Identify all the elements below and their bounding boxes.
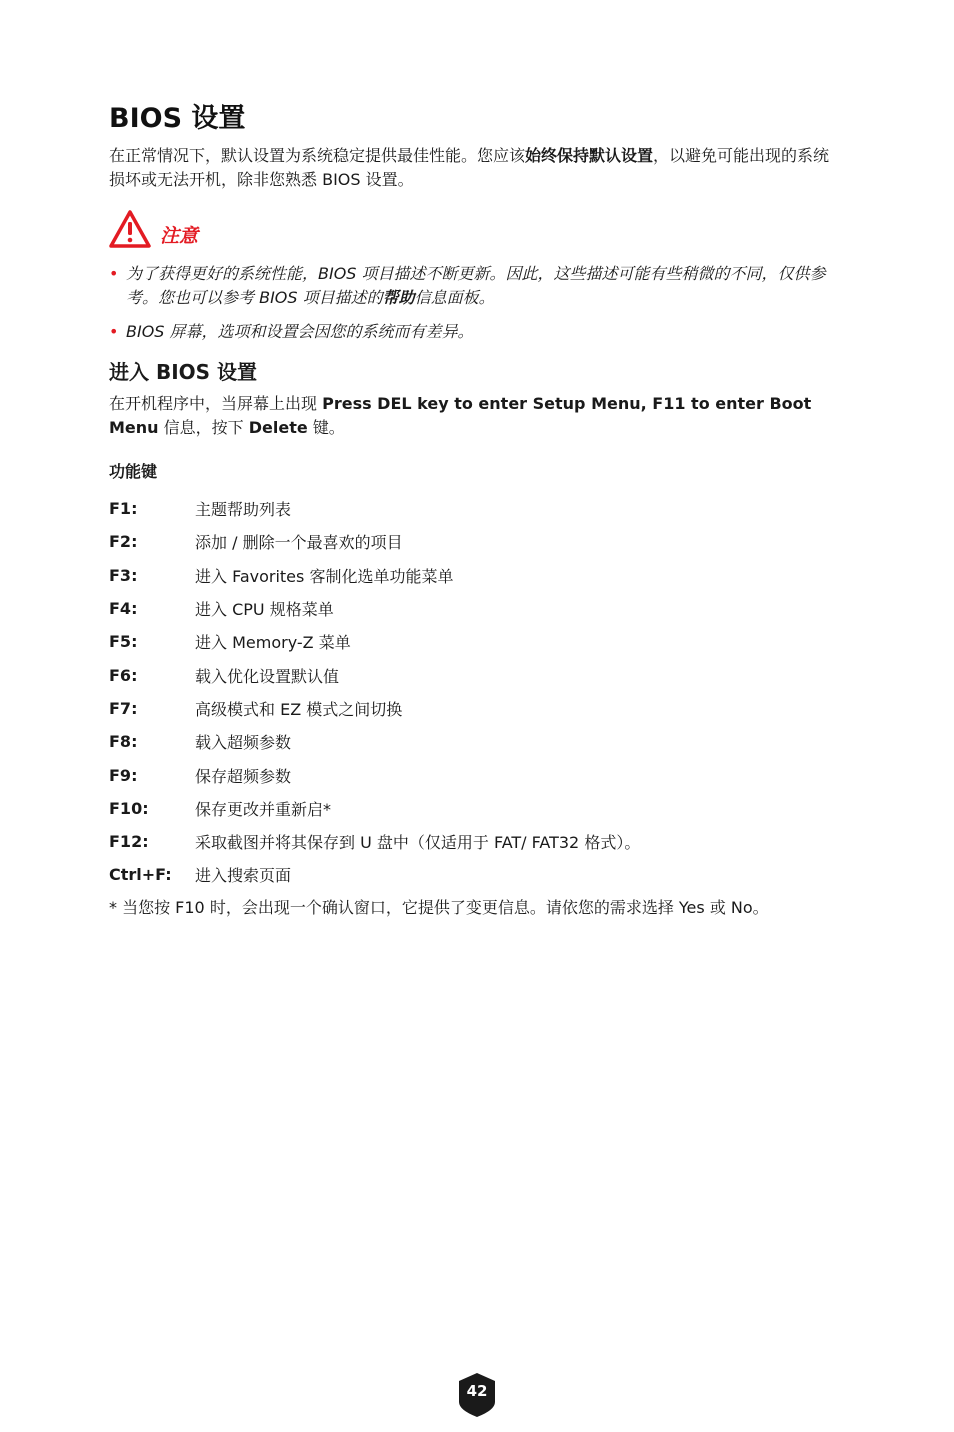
note-item-bold: 帮助 <box>382 288 415 307</box>
enter-text-3: 键。 <box>307 418 345 437</box>
key-name: F8: <box>109 732 138 752</box>
key-description: 保存超频参数 <box>195 766 292 786</box>
key-name: F6: <box>109 665 138 685</box>
intro-bold: 始终保持默认设置 <box>525 146 654 165</box>
note-item <box>109 262 839 310</box>
key-name: F2: <box>109 532 138 552</box>
intro-paragraph <box>109 144 839 192</box>
note-item-text-1: 为了获得更好的系统性能，BIOS 项目描述不断更新。因此，这些描述可能有些稍微的不同，仅供参考。您也可以参考 BIOS 项目描述的 <box>126 264 826 307</box>
key-description: 载入超频参数 <box>195 733 292 753</box>
enter-bold-2: Delete <box>248 418 308 437</box>
note-item-text-2: 信息面板。 <box>414 288 495 307</box>
key-name: Ctrl+F: <box>109 865 172 885</box>
note-header <box>109 208 839 250</box>
section-heading-function-keys: 功能键 <box>109 462 158 481</box>
key-row <box>109 792 839 825</box>
key-description: 主题帮助列表 <box>195 500 292 520</box>
key-description: 进入 Favorites 客制化选单功能菜单 <box>195 566 454 586</box>
footnote: * 当您按 F10 时，会出现一个确认窗口，它提供了变更信息。请依您的需求选择 Yes 或 No。 <box>109 897 769 917</box>
key-description: 进入搜索页面 <box>195 866 292 886</box>
key-description: 载入优化设置默认值 <box>195 666 340 686</box>
key-row <box>109 858 839 891</box>
section-heading-enter-bios: 进入 BIOS 设置 <box>109 360 258 384</box>
key-description: 采取截图并将其保存到 U 盘中（仅适用于 FAT/ FAT32 格式）。 <box>195 833 641 853</box>
bullet-icon: • <box>109 264 119 283</box>
key-row <box>109 758 839 791</box>
warning-icon <box>108 209 152 249</box>
key-row <box>109 725 839 758</box>
key-description: 进入 Memory-Z 菜单 <box>195 633 351 653</box>
note-item-text-1: BIOS 屏幕，选项和设置会因您的系统而有差异。 <box>126 322 474 341</box>
key-description: 保存更改并重新启* <box>195 799 332 819</box>
key-description: 进入 CPU 规格菜单 <box>195 600 334 620</box>
enter-bios-paragraph <box>109 392 839 440</box>
key-name: F3: <box>109 565 138 585</box>
note-item <box>109 320 839 344</box>
key-name: F10: <box>109 798 149 818</box>
key-row <box>109 492 839 525</box>
key-description: 高级模式和 EZ 模式之间切换 <box>195 699 403 719</box>
key-name: F9: <box>109 765 138 785</box>
function-key-list <box>109 492 839 892</box>
bullet-icon: • <box>109 322 119 341</box>
key-name: F5: <box>109 632 138 652</box>
key-row <box>109 525 839 558</box>
key-name: F12: <box>109 832 149 852</box>
key-row <box>109 559 839 592</box>
key-description: 添加 / 删除一个最喜欢的项目 <box>195 533 403 553</box>
intro-text-2: ，以避免可能出现的系统损坏或无法开机，除非您熟悉 BIOS 设置。 <box>109 146 830 189</box>
key-row <box>109 658 839 691</box>
key-name: F4: <box>109 599 138 619</box>
key-name: F7: <box>109 698 138 718</box>
enter-text-2: 信息，按下 <box>158 418 249 437</box>
key-row <box>109 825 839 858</box>
enter-text-1: 在开机程序中，当屏幕上出现 <box>109 394 323 413</box>
page-number: 42 <box>466 1382 488 1400</box>
note-list <box>109 262 839 344</box>
page-title: BIOS 设置 <box>109 103 246 134</box>
enter-bold-1: Press DEL key to enter Setup Menu, F11 to enter Boot Menu <box>109 394 812 437</box>
key-name: F1: <box>109 499 138 519</box>
key-row <box>109 592 839 625</box>
intro-text-1: 在正常情况下，默认设置为系统稳定提供最佳性能。您应该 <box>109 146 526 165</box>
note-label: 注意 <box>160 224 199 247</box>
key-row <box>109 625 839 658</box>
key-row <box>109 692 839 725</box>
page-content <box>109 100 839 936</box>
